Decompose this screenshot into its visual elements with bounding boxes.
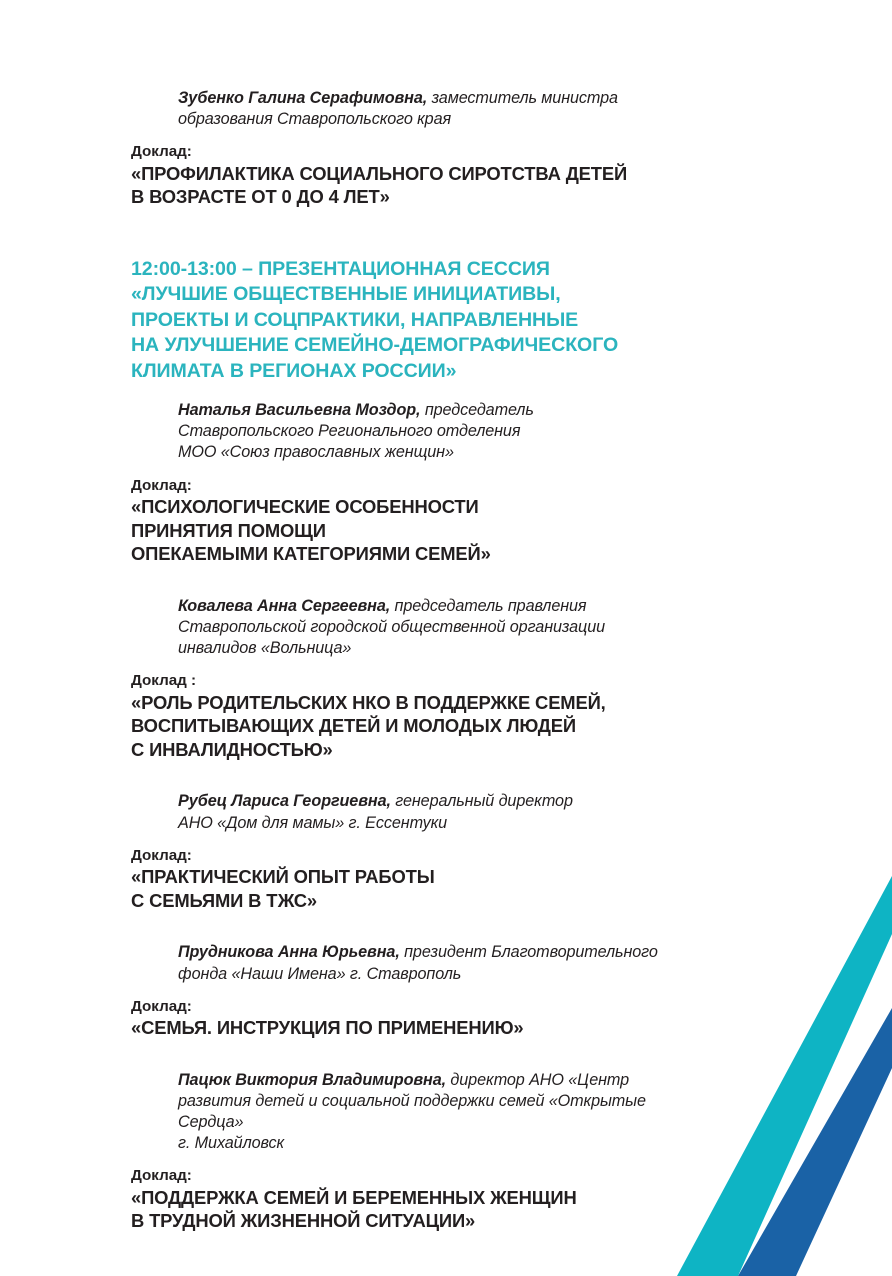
speaker-role-line: образования Ставропольского края (178, 110, 452, 129)
report-title-line: ПРИНЯТИЯ ПОМОЩИ (131, 519, 326, 541)
report-title-line: «СЕМЬЯ. ИНСТРУКЦИЯ ПО ПРИМЕНЕНИЮ» (131, 1017, 524, 1039)
speaker-role-line: директор АНО «Центр (446, 1070, 630, 1089)
spacer (131, 659, 751, 671)
report-title-line: С ИНВАЛИДНОСТЬЮ» (131, 738, 333, 760)
spacer (131, 912, 751, 942)
report-title-line: «ПОДДЕРЖКА СЕМЕЙ И БЕРЕМЕННЫХ ЖЕНЩИН (131, 1186, 577, 1208)
spacer (131, 239, 751, 257)
speaker-name: Ковалева Анна Сергеевна, (178, 596, 391, 615)
report-label: Доклад : (131, 672, 197, 690)
report-title-line: «ПРОФИЛАКТИКА СОЦИАЛЬНОГО СИРОТСТВА ДЕТЕЙ (131, 162, 628, 184)
speaker-name: Рубец Лариса Георгиевна, (178, 792, 391, 811)
spacer (131, 566, 751, 596)
session-heading-line: 12:00-13:00 – ПРЕЗЕНТАЦИОННАЯ СЕССИЯ (131, 257, 550, 280)
report-title-line: «ПРАКТИЧЕСКИЙ ОПЫТ РАБОТЫ (131, 866, 435, 888)
session-heading-line: ПРОЕКТЫ И СОЦПРАКТИКИ, НАПРАВЛЕННЫЕ (131, 308, 579, 331)
report-title-line: С СЕМЬЯМИ В ТЖС» (131, 889, 317, 911)
speaker-role-line: председатель (420, 401, 534, 420)
spacer (131, 1154, 751, 1166)
report-title-line: «ПСИХОЛОГИЧЕСКИЕ ОСОБЕННОСТИ (131, 496, 479, 518)
spacer (131, 464, 751, 476)
speaker-paragraph (178, 400, 751, 463)
speaker-role-line: Ставропольской городской общественной организации (178, 617, 606, 636)
report-title (131, 1016, 751, 1040)
speaker-role-line: генеральный директор (390, 792, 573, 811)
speaker-role-line: фонда «Наши Имена» г. Ставрополь (178, 964, 462, 983)
session-heading (131, 257, 751, 384)
speaker-paragraph (178, 942, 751, 984)
speaker-paragraph (178, 791, 751, 833)
report-label: Доклад: (131, 997, 192, 1015)
report-title (131, 495, 751, 566)
report-label: Доклад: (131, 476, 192, 494)
report-title-line: ОПЕКАЕМЫМИ КАТЕГОРИЯМИ СЕМЕЙ» (131, 543, 491, 565)
spacer (131, 130, 751, 142)
report-title (131, 1186, 751, 1233)
speaker-name: Наталья Васильевна Моздор, (178, 401, 421, 420)
speaker-name: Прудникова Анна Юрьевна, (178, 943, 400, 962)
spacer (131, 985, 751, 997)
speaker-name: Пацюк Виктория Владимировна, (178, 1070, 447, 1089)
spacer (131, 384, 751, 400)
speaker-role-line: АНО «Дом для мамы» г. Ессентуки (178, 813, 448, 832)
report-title-line: «РОЛЬ РОДИТЕЛЬСКИХ НКО В ПОДДЕРЖКЕ СЕМЕЙ, (131, 691, 606, 713)
speaker-role-line: президент Благотворительного (399, 943, 658, 962)
spacer (131, 761, 751, 791)
speaker-paragraph (178, 1070, 751, 1154)
speaker-role-line: МОО «Союз православных женщин» (178, 443, 454, 462)
report-label: Доклад: (131, 1167, 192, 1185)
session-heading-line: КЛИМАТА В РЕГИОНАХ РОССИИ» (131, 359, 457, 382)
spacer (131, 209, 751, 239)
speaker-role-line: г. Михайловск (178, 1134, 285, 1153)
session-heading-line: «ЛУЧШИЕ ОБЩЕСТВЕННЫЕ ИНИЦИАТИВЫ, (131, 283, 561, 306)
speaker-role-line: Сердца» (178, 1112, 244, 1131)
report-label: Доклад: (131, 143, 192, 161)
speaker-name: Зубенко Галина Серафимовна, (178, 89, 428, 107)
spacer (131, 1040, 751, 1070)
speaker-role-line: заместитель министра (427, 89, 618, 107)
speaker-paragraph (178, 88, 751, 130)
speaker-role-line: инвалидов «Вольница» (178, 639, 352, 658)
report-title-line: В ВОЗРАСТЕ ОТ 0 ДО 4 ЛЕТ» (131, 186, 390, 208)
report-title (131, 691, 751, 762)
report-title (131, 162, 751, 209)
speaker-role-line: председатель правления (390, 596, 587, 615)
blue-diagonal-stripe (738, 1008, 892, 1276)
session-heading-line: НА УЛУЧШЕНИЕ СЕМЕЙНО-ДЕМОГРАФИЧЕСКОГО (131, 334, 619, 357)
spacer (131, 834, 751, 846)
report-title (131, 865, 751, 912)
report-label: Доклад: (131, 846, 192, 864)
speaker-paragraph (178, 596, 751, 659)
speaker-role-line: Ставропольского Регионального отделения (178, 422, 521, 441)
report-title-line: В ТРУДНОЙ ЖИЗНЕННОЙ СИТУАЦИИ» (131, 1210, 476, 1232)
speaker-role-line: развития детей и социальной поддержки семей «Открытые (178, 1091, 646, 1110)
program-content-column (131, 88, 751, 1233)
report-title-line: ВОСПИТЫВАЮЩИХ ДЕТЕЙ И МОЛОДЫХ ЛЮДЕЙ (131, 715, 576, 737)
